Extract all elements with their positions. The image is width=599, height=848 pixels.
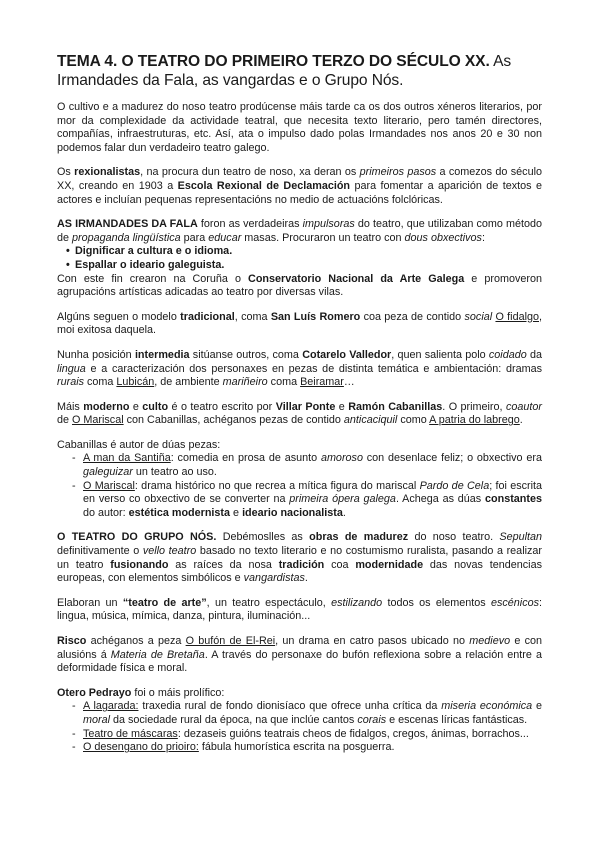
conservatorio-paragraph: Con este fin crearon na Coruña o Conservatorio Nacional da Arte Galega e promoveron agrupacións artísticas adicadas ao teatro por diversas vilas. <box>57 272 542 299</box>
list-item: - O Mariscal: drama histórico no que recrea a mítica figura do mariscal Pardo de Cela; foi escrita en verso co obxectivo de se converter na primeira ópera galega. Achega as dúas constantes do autor: estética modernista e ideario nacionalista. <box>72 480 542 521</box>
intermedia-paragraph: Nunha posición intermedia sitúanse outros, coma Cotarelo Valledor, quen salienta polo coidado da lingua e a caracterización dos personaxes en pezas de distinta temática e ambientación: dramas rurais coma Lubicán, de ambiente mariñeiro coma Beiramar… <box>57 348 542 389</box>
moderno-paragraph: Máis moderno e culto é o teatro escrito por Villar Ponte e Ramón Cabanillas. O primeiro, coautor de O Mariscal con Cabanillas, achéganos pezas de contido anticaciquil como A patria do labrego. <box>57 400 542 427</box>
objectives-list <box>57 245 542 272</box>
cabanillas-intro: Cabanillas é autor de dúas pezas: <box>57 438 221 451</box>
otero-pedrayo-paragraph: Otero Pedrayo foi o máis prolífico: <box>57 686 225 699</box>
list-item: - Teatro de máscaras: dezaseis guións teatrais cheos de fidalgos, cregos, ánimas, borrachos... <box>72 728 542 742</box>
list-item: • Dignificar a cultura e o idioma. <box>66 245 542 259</box>
list-item: - O desengano do prioiro: fábula humorística escrita na posguerra. <box>72 741 542 755</box>
cabanillas-works-list <box>57 452 542 520</box>
otero-works-list <box>57 700 542 754</box>
grupo-nos-paragraph: O TEATRO DO GRUPO NÓS. Debémoslles as obras de madurez do noso teatro. Sepultan definitivamente o vello teatro basado no texto literario e no costumismo ruralista, pasando a realizar un teatro fusionando as raíces da nosa tradición coa modernidade das novas tendencias europeas, con elementos simbólicos e vangardistas. <box>57 531 543 585</box>
list-item: - A man da Santiña: comedia en prosa de asunto amoroso con desenlace feliz; o obxectivo era galeguizar un teatro ao uso. <box>72 452 542 479</box>
page-title <box>57 52 542 90</box>
list-item: • Espallar o ideario galeguista. <box>66 259 542 273</box>
teatro-de-arte-paragraph: Elaboran un “teatro de arte”, un teatro espectáculo, estilizando todos os elementos escénicos: lingua, música, mímica, danza, pintura, iluminación... <box>57 596 542 623</box>
list-item: - A lagarada: traxedia rural de fondo dionisíaco que ofrece unha crítica da miseria económica e moral da sociedade rural da época, na que inclúe cantos corais e escenas líricas fantásticas. <box>72 700 542 727</box>
tradicional-paragraph: Algúns seguen o modelo tradicional, coma San Luís Romero coa peza de contido social O fidalgo, moi exitosa daquela. <box>57 310 542 337</box>
title-subtitle: As Irmandades da Fala, as vangardas e o Grupo Nós. <box>57 53 512 89</box>
irmandades-paragraph: AS IRMANDADES DA FALA foron as verdadeiras impulsoras do teatro, que utilizaban como método de propaganda lingüística para educar masas. Procuraron un teatro con dous obxectivos: <box>57 218 542 244</box>
title-bold: TEMA 4. O TEATRO DO PRIMEIRO TERZO DO SÉCULO XX. <box>57 53 490 70</box>
intro-paragraph: O cultivo e a madurez do noso teatro prodúcense máis tarde ca os dos outros xéneros literarios, por mor da complexidade da actividade teatral, que necesita texto literario, pero tamén directores, compañías, infraestruturas, etc. Así, ata o impulso dado polas Irmandades nos anos 20 e 30 non podemos falar dun verdadeiro teatro galego. <box>57 101 542 154</box>
rexionalistas-paragraph: Os rexionalistas, na procura dun teatro de noso, xa deran os primeiros pasos a comezos do século XX, creando en 1903 a Escola Rexional de Declamación para fomentar a aparición de textos e actores e incluían pequenas representacións no medio de actuacións folclóricas. <box>57 166 542 206</box>
risco-paragraph: Risco achéganos a peza O bufón de El-Rei, un drama en catro pasos ubicado no medievo e con alusións á Materia de Bretaña. A través do personaxe do bufón reflexiona sobre a relación entre a deformidade física e moral. <box>57 635 542 675</box>
